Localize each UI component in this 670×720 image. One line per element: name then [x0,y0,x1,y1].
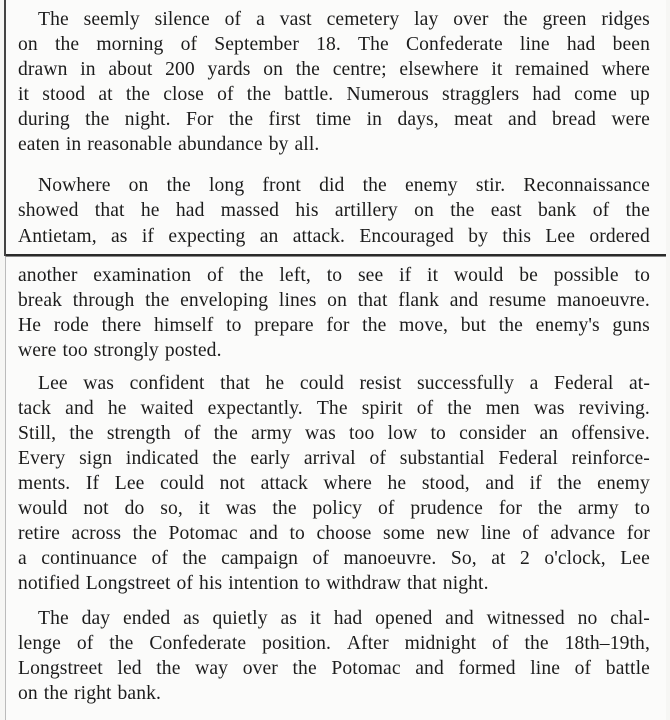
word: break [18,290,63,311]
word: stragglers [442,84,520,105]
word: it [198,498,210,519]
word: in [80,59,96,80]
word: stood [42,84,86,105]
word: of [224,9,242,30]
word: to [226,315,242,336]
word: stood, [421,473,470,494]
word: Lee [38,373,68,394]
word: arrival [303,448,356,469]
word: day [81,608,111,629]
word: ments. [18,473,71,494]
word: midnight [404,633,477,654]
word: about [108,59,153,80]
word: be [519,265,538,286]
word: Every [18,448,66,469]
word: the [362,315,387,336]
text-line [18,83,650,107]
word: there [101,315,142,336]
word: of [183,423,201,444]
word: remained [515,59,589,80]
text-line [18,397,650,421]
word: by [468,226,489,247]
word: army [578,498,619,519]
word: night. [124,109,171,130]
text-line [18,108,650,132]
word: position. [262,633,332,654]
word: during [18,109,70,130]
text-line-content: were too strongly posted. [18,340,222,361]
word: a [18,548,27,569]
word: himself [153,315,214,336]
word: massed [220,200,280,221]
text-line [18,657,650,681]
word: the [166,175,191,196]
word: of [492,633,509,654]
word: on [263,59,283,80]
word: he [265,373,285,394]
word: the [125,84,151,105]
word: his [295,200,319,221]
word: Encouraged [359,226,454,247]
word: September [214,34,299,55]
word: where [601,59,650,80]
word: consider [459,423,527,444]
word: retire [18,523,60,544]
word: the [272,498,297,519]
word: expectantly. [207,398,303,419]
word: over [453,9,489,30]
word: spirit [361,398,403,419]
word: attack [260,473,308,494]
word: the [537,498,563,519]
word: lay [414,9,439,30]
word: Potomac [331,658,401,679]
word: line [480,523,511,544]
text-line-content: eaten in reasonable abundance by all. [18,134,320,155]
word: if [529,473,542,494]
word: If [85,473,100,494]
word: the [447,398,472,419]
word: of [377,498,395,519]
word: some [383,523,425,544]
word: of [180,34,198,55]
word: of [217,84,234,105]
word: quietly [212,608,268,629]
word: led [117,658,142,679]
word: lines [278,290,317,311]
word: sign [79,448,113,469]
word: formed [458,658,516,679]
word: of [574,658,592,679]
word: come [574,84,617,105]
word: this [502,226,532,247]
word: silence [154,9,210,30]
word: men [485,398,520,419]
word: policy [312,498,363,519]
word: He [18,315,42,336]
word: at [98,84,113,105]
word: Federal [498,448,558,469]
word: meat [454,109,493,130]
word: as [183,608,200,629]
word: way [195,658,229,679]
text-line [18,225,650,249]
word: an [539,423,559,444]
word: move, [399,315,449,336]
word: enemy [597,473,650,494]
word: the [498,315,523,336]
word: Lee [114,473,145,494]
text-line [18,572,650,596]
word: resist [359,373,402,394]
word: and [249,523,278,544]
word: showed [18,200,79,221]
word: guns [612,315,650,336]
word: he [387,473,407,494]
word: enemy's [535,315,600,336]
text-line [18,472,650,496]
word: witnessed [486,608,565,629]
word: it [491,59,503,80]
word: and [445,608,474,629]
word: an [259,226,279,247]
word: could [160,473,205,494]
word: cemetery [326,9,400,30]
word: tack [18,398,52,419]
word: to [430,423,446,444]
word: stir. [475,175,506,196]
word: had [566,34,596,55]
word: on [128,175,149,196]
word: been [612,34,650,55]
word: centre; [332,59,387,80]
word: bread [552,109,597,130]
word: advance [550,523,616,544]
word: time [315,109,352,130]
word: on [414,200,434,221]
text-line [18,314,650,338]
word: examination [93,265,192,286]
word: that [357,290,388,311]
word: at [491,548,506,569]
clipping-edge [4,0,6,256]
word: bank [537,200,577,221]
text-line [18,199,650,223]
word: The [358,34,389,55]
word: of [207,265,224,286]
word: of [592,200,610,221]
word: campaign [221,548,299,569]
word: battle. [284,84,334,105]
word: ridges [601,9,650,30]
word: do [124,498,145,519]
word: Federal [553,373,614,394]
word: of [522,523,539,544]
word: green [542,9,587,30]
word: he [140,200,160,221]
word: So, [450,548,477,569]
word: but [460,315,487,336]
word: days, [397,109,439,130]
word: of [312,548,330,569]
word: strength [106,423,171,444]
word: 18. [316,34,341,55]
word: was [305,423,336,444]
word: army [251,423,292,444]
word: The [38,9,69,30]
word: chal- [610,608,650,629]
word: had [333,608,363,629]
word: so, [160,498,183,519]
word: east [490,200,522,221]
word: the [292,658,317,679]
word: he [107,398,127,419]
word: up [630,84,650,105]
word: line [530,658,561,679]
word: left, [279,265,311,286]
word: prepare [254,315,314,336]
word: close [163,84,204,105]
word: and [65,398,94,419]
word: to [289,523,305,544]
word: substantial [399,448,485,469]
word: The [316,398,348,419]
text-line [18,264,650,288]
word: morning [96,34,164,55]
word: too [349,423,375,444]
word: the [557,473,582,494]
word: if [141,226,155,247]
word: Antietam, [18,226,97,247]
word: not [83,498,109,519]
word: and [449,290,479,311]
word: reviving. [578,398,650,419]
word: vast [279,9,312,30]
word: enveloping [180,290,269,311]
word: ordered [589,226,650,247]
word: ended [123,608,171,629]
word: it [309,608,321,629]
word: waited [140,398,194,419]
word: the [54,34,80,55]
word: would [18,498,68,519]
word: the [109,633,134,654]
word: the [85,109,110,130]
word: manoeuvre. [343,548,437,569]
word: for [326,315,350,336]
word: the [625,200,650,221]
word: another [18,265,78,286]
word: a [256,9,265,30]
text-line [18,522,650,546]
text-line [18,289,650,313]
text-line [38,607,650,631]
text-line [18,58,650,82]
word: prudence [410,498,483,519]
word: not [219,473,245,494]
word: was [533,398,565,419]
word: attack. [292,226,346,247]
word: of [151,548,168,569]
word: the [524,633,549,654]
word: flank [398,290,439,311]
word: for [626,523,650,544]
word: of [369,448,386,469]
word: offensive. [571,423,650,444]
text-line [38,174,650,198]
word: was [225,498,257,519]
word: resume [489,290,547,311]
word: that [220,373,250,394]
word: Lee [620,548,650,569]
word: and [485,473,514,494]
word: the [132,523,157,544]
word: see [357,265,384,286]
word: Reconnaissance [523,175,650,196]
word: confident [129,373,205,394]
word: o'clock, [544,548,606,569]
word: artillery [334,200,398,221]
word: it [18,84,30,105]
word: of [416,398,434,419]
word: successfully [417,373,514,394]
word: to [326,265,343,286]
word: and [508,109,537,130]
word: 18th–19th, [564,633,650,654]
word: continuance [41,548,137,569]
word: through [72,290,135,311]
word: for [498,498,522,519]
word: long [208,175,245,196]
word: expecting [168,226,246,247]
text-line [18,133,650,157]
word: on [327,290,347,311]
text-line-content: on the right bank. [18,683,162,704]
word: reinforce- [571,448,650,469]
text-line [18,422,650,446]
word: opened [375,608,433,629]
word: if [399,265,412,286]
word: The [38,608,69,629]
word: Lee [545,226,576,247]
word: the [156,658,181,679]
word: enemy [404,175,458,196]
word: could [299,373,344,394]
word: a [529,373,539,394]
word: where [323,473,372,494]
word: the [239,265,264,286]
text-line [18,339,650,363]
word: to [634,498,650,519]
word: rode [53,315,89,336]
word: had [532,84,561,105]
word: the [246,84,272,105]
word: early [250,448,291,469]
word: For [185,109,214,130]
word: did [319,175,345,196]
word: elsewhere [399,59,479,80]
word: on [18,34,38,55]
word: it [427,265,439,286]
word: Longstreet [18,658,103,679]
word: battle [605,658,650,679]
word: Still, [18,423,57,444]
word: lenge [18,633,61,654]
word: the [213,423,238,444]
word: at- [629,373,650,394]
word: was [83,373,115,394]
word: indicated [125,448,199,469]
word: the [212,448,237,469]
word: manoeuvre. [556,290,650,311]
word: line [519,34,550,55]
word: possible [553,265,619,286]
word: as [280,608,297,629]
word: 200 [165,59,195,80]
word: new [436,523,470,544]
text-line [38,8,650,32]
word: the [503,9,528,30]
text-line [18,632,650,656]
word: Numerous [346,84,429,105]
text-line [18,682,650,706]
word: low [387,423,418,444]
word: the [145,290,170,311]
word: in [366,109,383,130]
word: and [415,658,444,679]
word: as [111,226,128,247]
word: front [262,175,301,196]
word: across [71,523,122,544]
word: that [94,200,125,221]
text-line [18,33,650,57]
word: to [634,265,650,286]
word: 2 [519,548,530,569]
text-line-content: notified Longstreet of his intention to withdraw that night. [18,573,489,594]
text-line [38,372,650,396]
word: the [182,548,207,569]
word: yards [207,59,251,80]
word: the [450,200,475,221]
word: the [295,59,320,80]
text-line [18,447,650,471]
word: the [228,109,254,130]
word: Confederate [149,633,247,654]
text-line [18,547,650,571]
word: seemly [83,9,140,30]
word: first [268,109,301,130]
word: choose [316,523,372,544]
word: would [453,265,504,286]
word: had [175,200,205,221]
word: of [76,633,94,654]
word: were [611,109,650,130]
text-line [18,497,650,521]
word: After [346,633,389,654]
word: the [69,423,94,444]
word: the [362,175,387,196]
word: no [577,608,598,629]
word: Nowhere [38,175,111,196]
word: Confederate [405,34,503,55]
word: drawn [18,59,68,80]
word: Potomac [168,523,238,544]
word: over [242,658,278,679]
